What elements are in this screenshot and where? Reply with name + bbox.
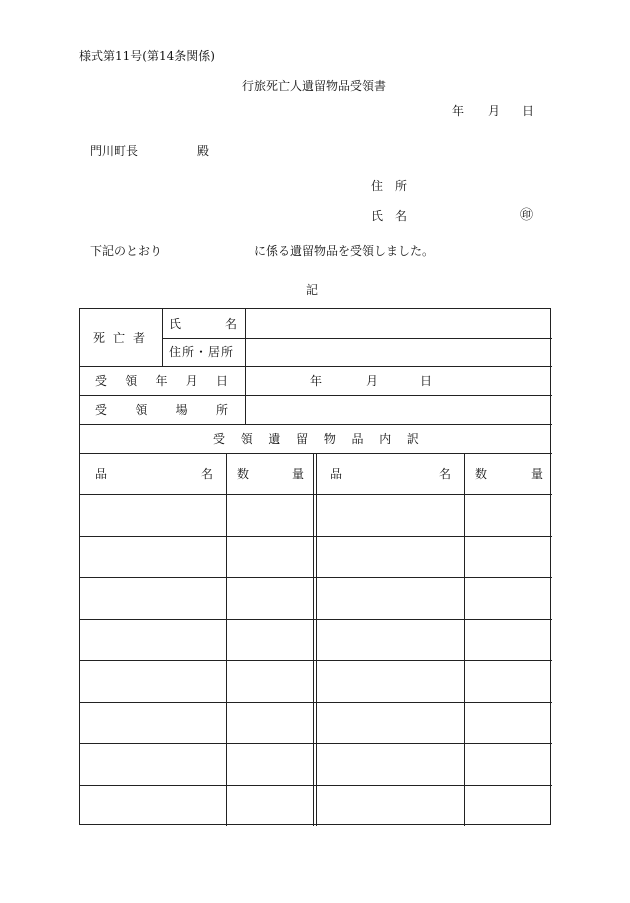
row-line [80,395,552,396]
breakdown-label: 受 領 遺 留 物 品 内 訳 [213,432,419,446]
form-number: 様式第11号(第14条関係) [79,49,215,63]
name-label: 氏 名 [169,317,237,331]
sender-address-label: 住 所 [371,179,408,193]
col-header-qty-left: 数 量 [237,467,304,481]
col-line [162,309,163,366]
addressee-honorific: 殿 [197,144,210,158]
receipt-month: 月 [366,374,379,388]
row-line [80,424,552,425]
row-line [80,366,552,367]
receipt-place-label: 受 領 場 所 [95,403,228,417]
addressee-name: 門川町長 [90,144,139,158]
row-line [162,338,552,339]
date-day: 日 [522,104,535,118]
col-line [226,453,227,826]
seal-mark: ㊞ [520,208,534,223]
col-line [464,453,465,826]
document-title: 行旅死亡人遺留物品受領書 [242,79,387,93]
ki-heading: 記 [306,283,319,297]
col-line [245,309,246,424]
deceased-label: 死 亡 者 [93,331,145,345]
date-year: 年 [452,104,465,118]
receipt-day: 日 [420,374,433,388]
date-month: 月 [488,104,501,118]
receipt-table [79,308,551,825]
col-line [313,453,314,826]
col-line [316,453,317,826]
receipt-date-label: 受 領 年 月 日 [95,374,228,388]
address-label: 住所・居所 [169,345,235,359]
sender-name-label: 氏 名 [371,209,408,223]
col-header-item-left: 品 名 [95,467,213,481]
body-text-suffix: に係る遺留物品を受領しました。 [254,244,435,258]
col-header-item-right: 品 名 [330,467,451,481]
receipt-year: 年 [310,374,323,388]
col-header-qty-right: 数 量 [475,467,543,481]
body-text-prefix: 下記のとおり [90,244,163,258]
